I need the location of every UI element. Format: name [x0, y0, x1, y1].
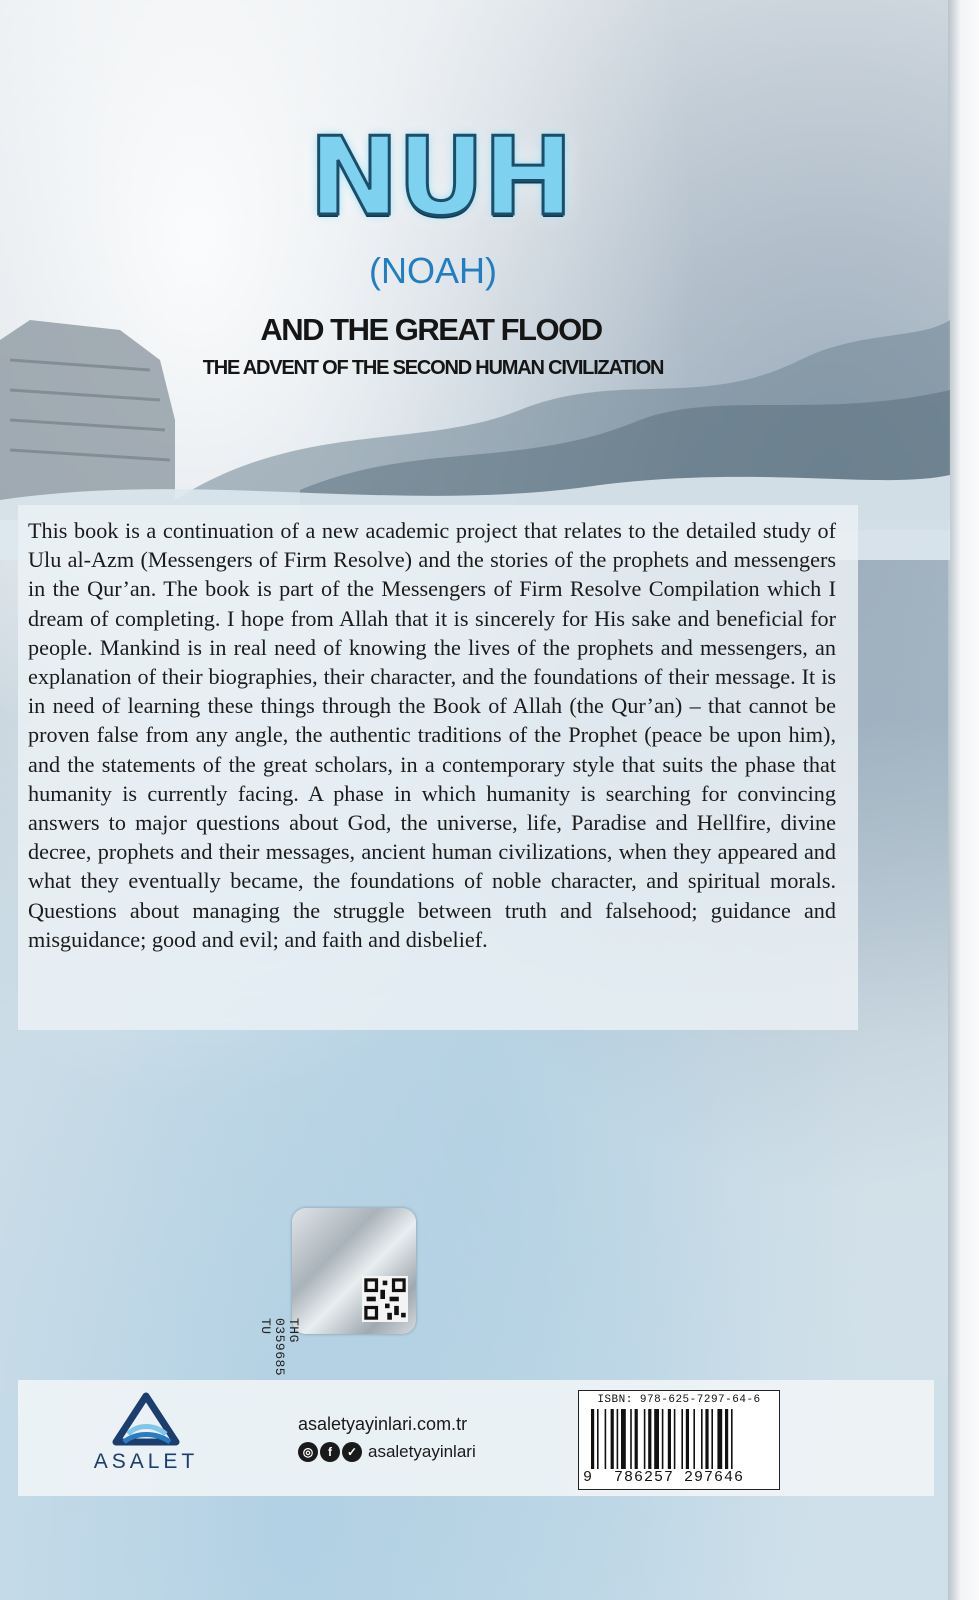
- publisher-website: asaletyayinlari.com.tr: [298, 1414, 468, 1434]
- hologram-code-line: TU: [258, 1318, 273, 1335]
- book-title-line-2: AND THE GREAT FLOOD: [260, 312, 602, 347]
- hologram-code-line: THG: [286, 1318, 301, 1343]
- blurb-text: This book is a continuation of a new academic project that relates to the detailed study of Ulu al-Azm (Messengers of Firm Resolve) and the stories of the prophets and messengers in the Qur’an. The book is part of the Messengers of Firm Resolve Compilation which I dream of completing. I hope from Allah that it is sincerely for His sake and beneficial for people. Mankind is in real need of knowing the lives of the prophets and messengers, an explanation of their biographies, their character, and the foundations of their message. It is in need of learning these things through the Book of Allah (the Qur’an) – that cannot be proven false from any angle, the authentic traditions of the Prophet (peace be upon him), and the statements of the great scholars, in a contemporary style that suits the phase that humanity is currently facing. A phase in which humanity is searching for convincing answers to major questions about God, the universe, life, Paradise and Hellfire, divine decree, prophets and their messages, ancient human civilizations, when they appeared and what they eventually became, the foundations of noble character, and spiritual morals. Questions about managing the struggle between truth and falsehood; guidance and misguidance; good and evil; and faith and disbelief.: [28, 518, 836, 952]
- hologram-sticker: [258, 1208, 416, 1377]
- book-spine-edge: [948, 0, 979, 1600]
- isbn-label: ISBN: 978-625-7297-64-6: [597, 1394, 761, 1406]
- facebook-icon: f: [320, 1442, 340, 1462]
- book-title: NUH: [308, 115, 572, 240]
- qr-code-icon: [362, 1276, 408, 1322]
- publisher-social: [298, 1440, 476, 1464]
- barcode-lead-digit: 9: [583, 1469, 593, 1486]
- book-subtitle: (NOAH): [369, 250, 497, 291]
- barcode-digits: 786257 297646: [613, 1469, 745, 1486]
- book-tagline: THE ADVENT OF THE SECOND HUMAN CIVILIZATION: [202, 357, 664, 379]
- hologram-code-line: 0359685: [272, 1318, 287, 1377]
- social-handle: asaletyayinlari: [368, 1442, 476, 1461]
- publisher-name: ASALET: [93, 1450, 199, 1473]
- instagram-icon: ◎: [298, 1442, 318, 1462]
- isbn-barcode: [578, 1390, 780, 1490]
- twitter-icon: ✓: [342, 1442, 362, 1462]
- barcode-bars: [591, 1409, 767, 1469]
